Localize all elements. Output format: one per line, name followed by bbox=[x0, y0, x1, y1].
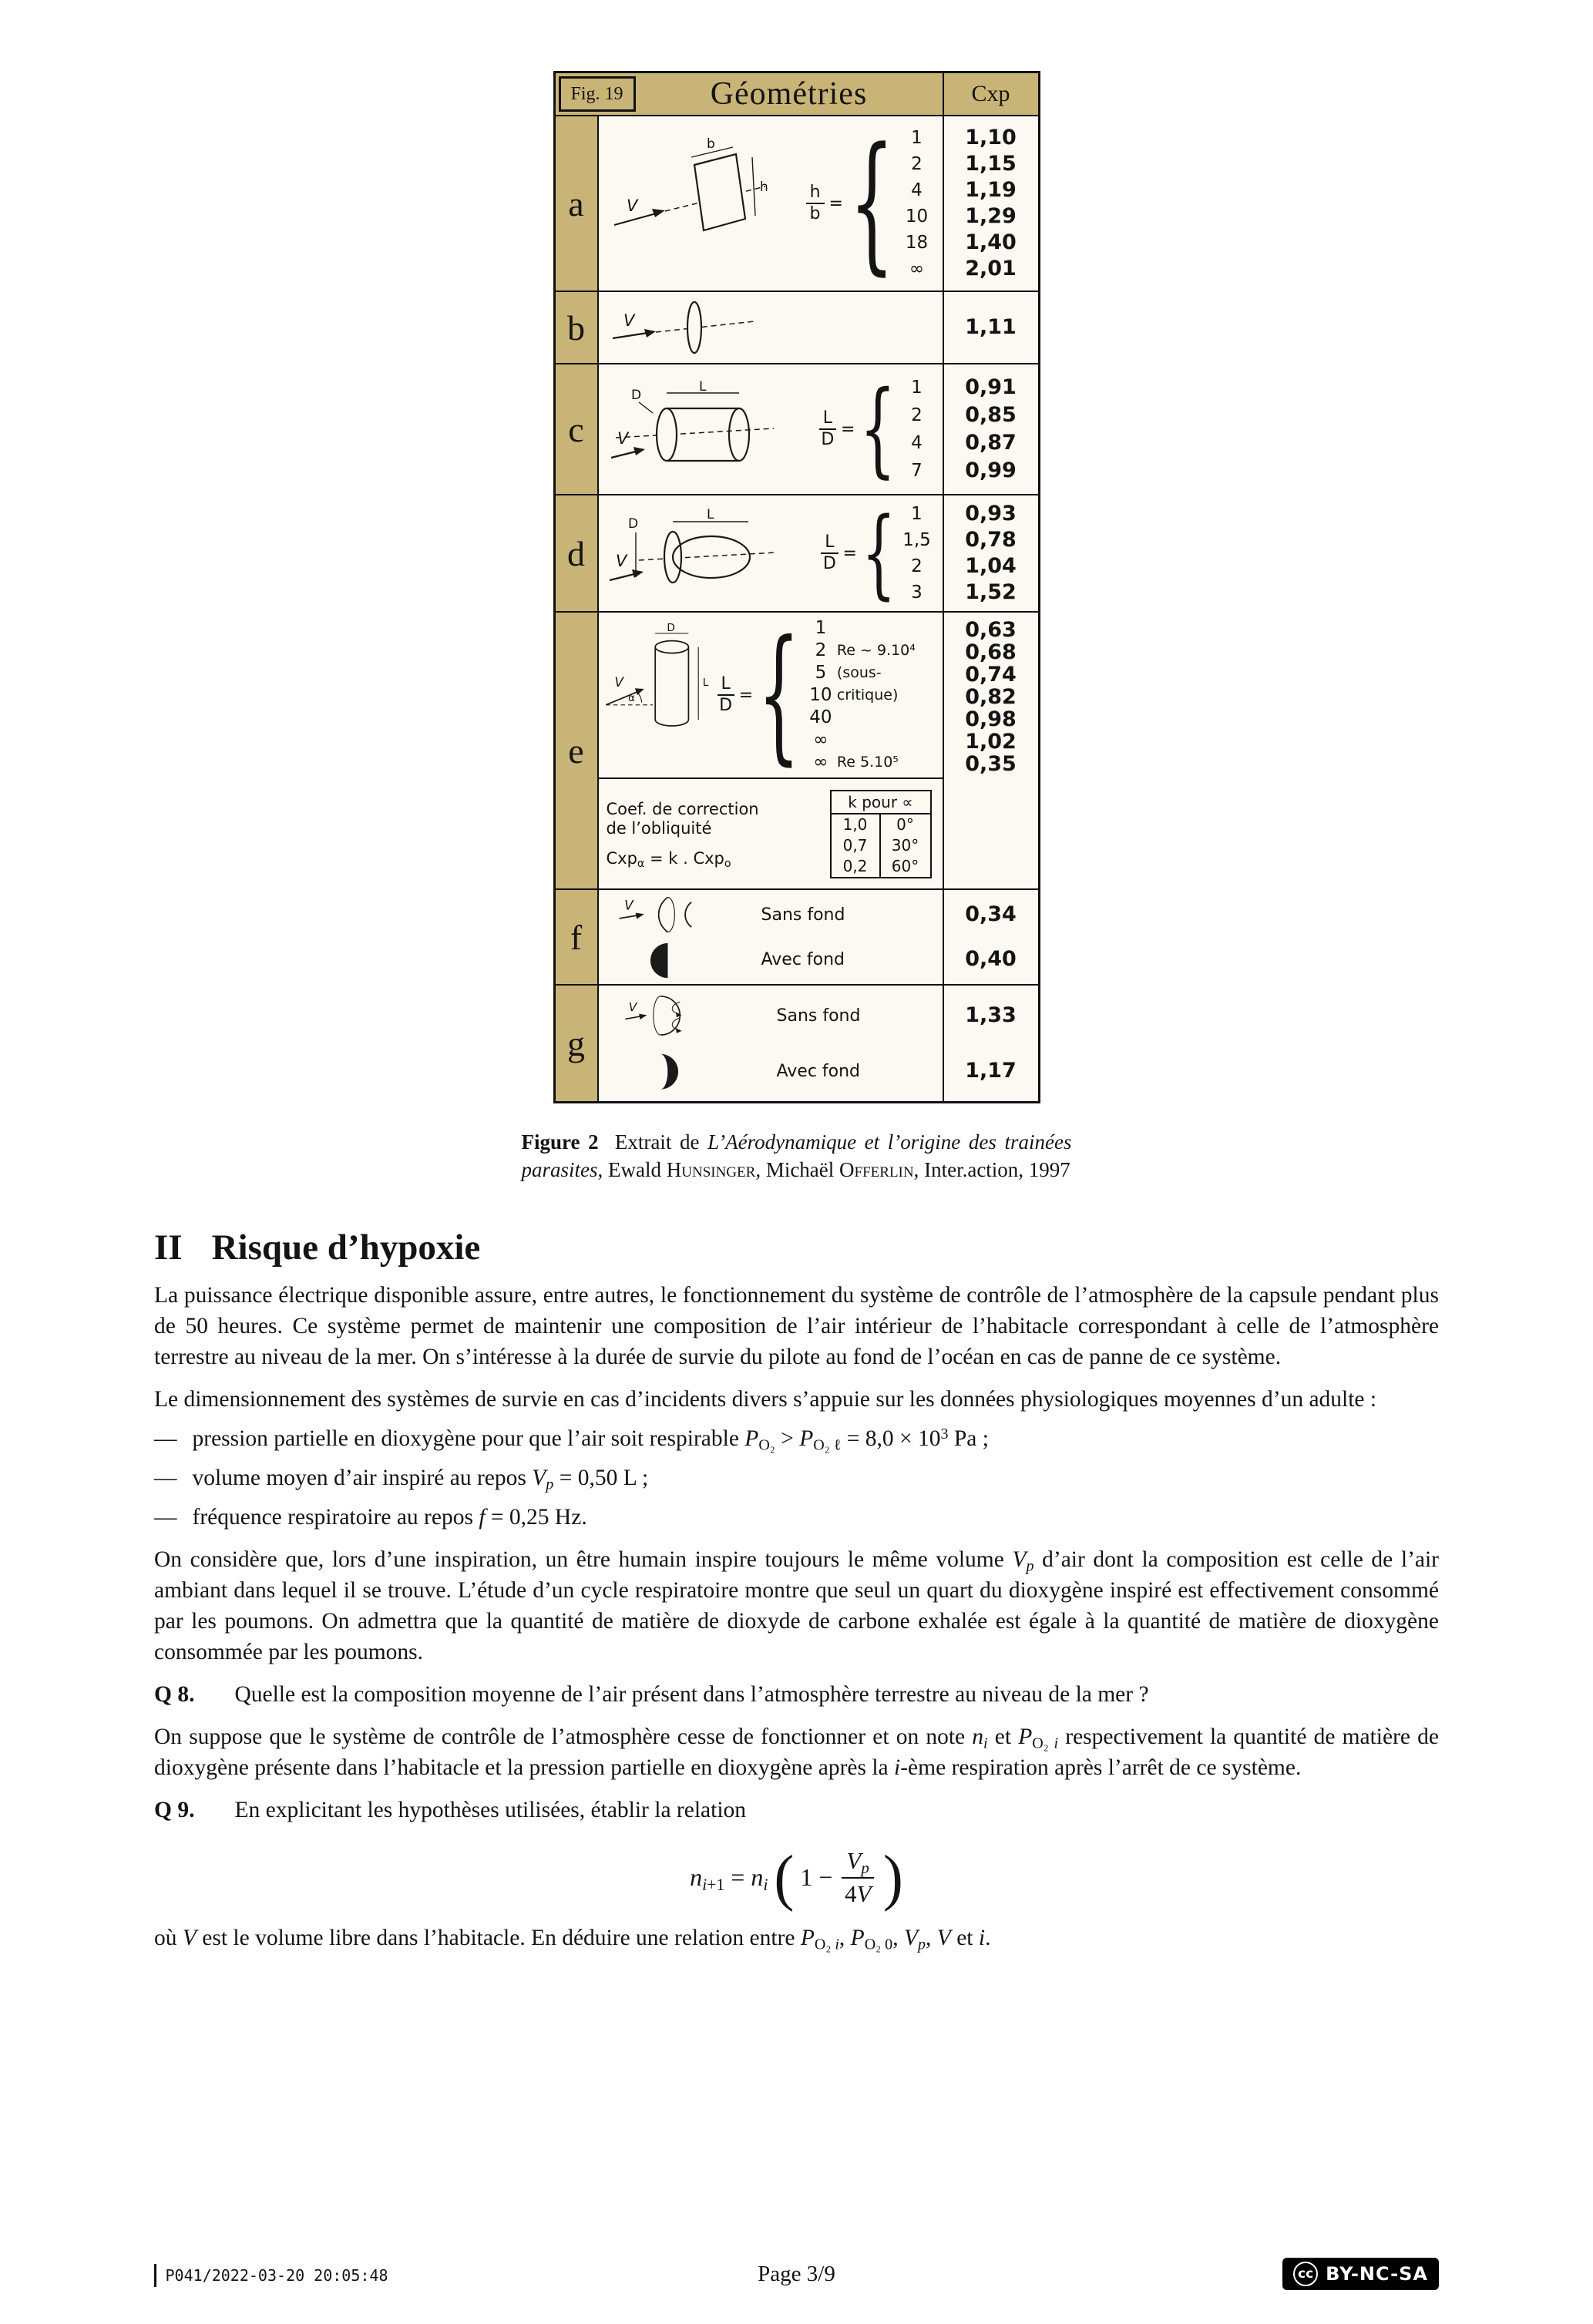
k-table-row: 0,2 60° bbox=[832, 856, 930, 877]
re-note-line: Re 5.10⁵ bbox=[836, 753, 899, 771]
re-note-line: (sous- bbox=[836, 663, 882, 681]
timestamp-block bbox=[154, 2264, 388, 2287]
svg-text:V: V bbox=[613, 673, 623, 690]
k-table-row: 1,0 0° bbox=[832, 814, 930, 835]
geometries-figure bbox=[553, 71, 1040, 1103]
section-number: II bbox=[154, 1227, 183, 1268]
ratio-value: ∞ bbox=[909, 259, 925, 279]
equation-lhs: $n_{i+1} = n_i$ bbox=[690, 1862, 768, 1894]
row-letter: c bbox=[556, 364, 599, 494]
row-f-content bbox=[599, 890, 943, 984]
left-paren: ( bbox=[774, 1841, 795, 1913]
figure-row-f bbox=[556, 888, 1038, 984]
row-letter: d bbox=[556, 495, 599, 611]
figure-row-b bbox=[556, 290, 1038, 363]
bullet-item bbox=[154, 1423, 1439, 1454]
bullet-text: fréquence respiratoire au repos f = 0,25 Hz. bbox=[192, 1505, 587, 1530]
correction-line: Coef. de correction bbox=[606, 799, 759, 818]
paragraph-5: où V est le volume libre dans l’habitacle. En déduire une relation entre $P_{O_2 i}$, $P_{O_2 0}$, $V_p$, V et i. bbox=[154, 1926, 991, 1953]
cxp-value: 0,85 bbox=[965, 403, 1017, 427]
brace: { bbox=[758, 610, 800, 780]
row-letter: b bbox=[556, 292, 599, 363]
re-note-line bbox=[837, 729, 949, 751]
ratio-value: 1 bbox=[911, 128, 923, 148]
row-d-content bbox=[599, 495, 943, 611]
ratio-value: 18 bbox=[905, 233, 929, 253]
ratio-value: ∞ bbox=[813, 729, 828, 750]
svg-text:D: D bbox=[666, 621, 675, 634]
section-heading bbox=[154, 1227, 1439, 1268]
ratio-value: 5 bbox=[815, 662, 827, 683]
figure-row-d bbox=[556, 494, 1038, 611]
hemisphere-convex-sketch bbox=[607, 892, 726, 937]
svg-text:α: α bbox=[627, 692, 635, 704]
k-table-header: k pour ∝ bbox=[832, 791, 930, 814]
page-number: Page 3/9 bbox=[758, 2262, 835, 2286]
bullet-item bbox=[154, 1463, 1439, 1493]
k-table-row: 0,7 30° bbox=[832, 835, 930, 856]
reynolds-notes bbox=[837, 617, 949, 774]
ratio-values bbox=[901, 374, 933, 485]
cxp-value: 1,52 bbox=[965, 580, 1017, 604]
cxp-value: 0,40 bbox=[965, 947, 1017, 971]
ellipsoid-sketch bbox=[608, 506, 781, 598]
footer-mark bbox=[154, 2264, 156, 2287]
row-letter: a bbox=[556, 116, 599, 290]
page-footer bbox=[154, 2252, 1439, 2292]
cxp-value: 1,29 bbox=[965, 204, 1017, 228]
license-badge bbox=[1282, 2258, 1439, 2290]
figure-row-e bbox=[556, 611, 1038, 888]
hemisphere-concave-sketch bbox=[607, 992, 741, 1039]
ratio-value: 4 bbox=[911, 433, 923, 453]
figure-header bbox=[556, 73, 1038, 115]
cxp-value: 0,98 bbox=[965, 707, 1017, 731]
question-8 bbox=[154, 1679, 1439, 1710]
ratio-value: 2 bbox=[911, 154, 923, 174]
variant-label: Avec fond bbox=[776, 1061, 861, 1081]
figure-caption: Figure 2 Extrait de L’Aérodynamique et l’origine des trainées parasites, Ewald Hunsinger, Michaël Offerlin, Inter.action, 1997 bbox=[521, 1130, 1072, 1181]
obliquity-correction bbox=[599, 777, 943, 888]
recurrence-equation bbox=[154, 1841, 1439, 1913]
bullet-dash: — bbox=[154, 1466, 177, 1490]
question-9-text: En explicitant les hypothèses utilisées, établir la relation bbox=[234, 1798, 747, 1822]
ratio-value: 40 bbox=[809, 707, 832, 727]
correction-line: de l’obliquité bbox=[606, 818, 712, 838]
variant-label: Sans fond bbox=[776, 1006, 861, 1026]
cxp-values-e bbox=[943, 613, 1038, 888]
cxp-value: 0,91 bbox=[965, 375, 1017, 399]
brace: { bbox=[859, 369, 896, 489]
figure-row-c bbox=[556, 363, 1038, 494]
cxp-value: 0,74 bbox=[965, 663, 1017, 687]
ratio-value: 1,5 bbox=[902, 530, 931, 550]
cxp-value: 0,68 bbox=[965, 640, 1017, 664]
brace: { bbox=[849, 116, 895, 290]
ratio-values bbox=[805, 617, 837, 774]
cxp-value: 0,82 bbox=[965, 685, 1017, 709]
cxp-value: 1,10 bbox=[965, 126, 1017, 149]
bullet-item bbox=[154, 1502, 1439, 1533]
row-a-content bbox=[599, 116, 943, 290]
cxp-values-b bbox=[943, 292, 1038, 363]
equation-inner: 1 − bbox=[800, 1862, 833, 1891]
crescent-closed-sketch bbox=[607, 1047, 741, 1095]
cxp-value: 0,63 bbox=[965, 618, 1017, 642]
cxp-value: 0,99 bbox=[965, 458, 1017, 482]
disc-sketch bbox=[608, 292, 762, 363]
re-note-line: critique) bbox=[836, 686, 899, 704]
ratio-value: 1 bbox=[911, 504, 923, 524]
cxp-value: 1,11 bbox=[965, 315, 1017, 339]
question-8-text: Quelle est la composition moyenne de l’air présent dans l’atmosphère terrestre au niveau de la mer ? bbox=[234, 1682, 1149, 1707]
question-8-label: Q 8. bbox=[154, 1682, 195, 1707]
row-c-content bbox=[599, 364, 943, 494]
section-title: Risque d’hypoxie bbox=[211, 1227, 481, 1268]
flat-plate-sketch bbox=[608, 137, 774, 270]
cylinder-transverse-sketch bbox=[603, 621, 718, 769]
ratio-value: ∞ bbox=[813, 751, 828, 772]
cxp-values-f bbox=[943, 890, 1038, 984]
row-g-content bbox=[599, 986, 943, 1101]
ratio-value: 1 bbox=[911, 378, 923, 398]
ratio-value: 10 bbox=[905, 207, 929, 227]
variant-label: Sans fond bbox=[761, 905, 845, 925]
cxp-values-d bbox=[943, 495, 1038, 611]
cxp-value: 1,02 bbox=[965, 730, 1017, 754]
brace: { bbox=[861, 496, 896, 610]
cxp-value: 1,17 bbox=[965, 1059, 1017, 1083]
svg-text:V: V bbox=[623, 311, 634, 330]
right-paren: ) bbox=[882, 1841, 903, 1913]
cxp-value: 2,01 bbox=[965, 257, 1017, 280]
cxp-values-a bbox=[943, 116, 1038, 290]
svg-text:h: h bbox=[759, 180, 768, 195]
correction-formula: Cxp$_\alpha$ = k . Cxp$_o$ bbox=[606, 848, 731, 870]
ratio-value: 2 bbox=[911, 556, 923, 576]
variant-line bbox=[607, 988, 935, 1043]
ratio-value: 7 bbox=[911, 461, 923, 481]
variant-label: Avec fond bbox=[761, 949, 845, 969]
main-text bbox=[0, 1227, 1593, 1953]
row-e-sketch-zone bbox=[599, 610, 943, 780]
row-letter: g bbox=[556, 986, 599, 1101]
re-note-line bbox=[837, 707, 949, 729]
variant-line bbox=[607, 937, 935, 982]
cxp-value: 0,78 bbox=[965, 528, 1017, 552]
ratio-a: $\frac{h}{b}$ = { 1 2 4 10 18 ∞ bbox=[806, 125, 933, 282]
cxp-values-g bbox=[943, 986, 1038, 1101]
row-letter: e bbox=[556, 613, 599, 888]
question-9 bbox=[154, 1795, 1439, 1825]
cxp-column-header: Cxp bbox=[943, 73, 1038, 115]
ratio-value: 4 bbox=[911, 180, 923, 200]
bullet-text: pression partielle en dioxygène pour que l’air soit respirable $P_{O_2} > P_{O_2 \ell} = 8,0 \times 10^3$ Pa ; bbox=[192, 1425, 989, 1454]
svg-text:V: V bbox=[628, 1000, 637, 1015]
figure-number-box: Fig. 19 bbox=[559, 76, 636, 112]
figure-row-a bbox=[556, 115, 1038, 290]
k-correction-table bbox=[830, 790, 932, 878]
ratio-value: 10 bbox=[809, 684, 832, 705]
cxp-value: 1,15 bbox=[965, 152, 1017, 176]
cxp-value: 0,87 bbox=[965, 431, 1017, 455]
cxp-value: 1,19 bbox=[965, 178, 1017, 202]
ratio-d: $\frac{L}{D}$ = { 1 1,5 2 3 bbox=[821, 501, 933, 606]
svg-text:V: V bbox=[617, 429, 628, 448]
paragraph-3: On considère que, lors d’une inspiration, un être humain inspire toujours le même volume $V_p$ d’air dont la composition est celle de l’air ambiant dans lequel il se trouve. L’étude d’un cycle respiratoire montre que seul un quart du dioxygène inspiré est effectivement consommé par les poumons. On admettra que la quantité de matière de dioxyde de carbone exhalée est égale à la quantité de matière de dioxygène consommée par les poumons. bbox=[154, 1547, 1440, 1664]
re-note-line: Re ~ 9.10⁴ bbox=[836, 641, 916, 659]
paragraph-4: On suppose que le système de contrôle de l’atmosphère cesse de fonctionner et on note $n_i$ et $P_{O_2 i}$ respectivement la quantité de matière de dioxygène présente dans l’habitacle et la pression partielle en dioxygène après la i-ème respiration après l’arrêt de ce système. bbox=[154, 1725, 1440, 1780]
cxp-value: 0,93 bbox=[965, 502, 1017, 526]
ratio-value: 2 bbox=[815, 640, 827, 660]
cxp-value: 1,33 bbox=[965, 1003, 1017, 1027]
ratio-values bbox=[901, 501, 933, 606]
cxp-value: 1,40 bbox=[965, 230, 1017, 254]
variant-line bbox=[607, 892, 935, 937]
bullet-dash: — bbox=[154, 1505, 177, 1530]
bullet-text: volume moyen d’air inspiré au repos $V_p = 0,50$ L ; bbox=[192, 1466, 649, 1493]
row-b-content bbox=[599, 292, 943, 363]
cxp-value: 0,34 bbox=[965, 902, 1017, 926]
ratio-values bbox=[901, 125, 933, 282]
cxp-value: 1,04 bbox=[965, 554, 1017, 578]
paragraph-1: La puissance électrique disponible assure, entre autres, le fonctionnement du système de contrôle de l’atmosphère de la capsule pendant plus de 50 heures. Ce système permet de maintenir une composition de l’air intérieur de l’habitacle correspondant à celle de l’atmosphère terrestre au niveau de la mer. On s’intéresse à la durée de survie du pilote au fond de l’océan en cas de panne de ce système. bbox=[154, 1283, 1439, 1369]
svg-text:V: V bbox=[623, 897, 634, 913]
correction-text bbox=[607, 800, 759, 868]
cxp-values-c bbox=[943, 364, 1038, 494]
svg-text:V: V bbox=[615, 551, 627, 570]
license-label: BY-NC-SA bbox=[1326, 2263, 1428, 2285]
cylinder-axial-sketch bbox=[608, 379, 781, 476]
ratio-value: 3 bbox=[911, 583, 923, 603]
document-page bbox=[0, 71, 1593, 2324]
cxp-value: 0,35 bbox=[965, 752, 1017, 776]
hemisphere-closed-sketch bbox=[607, 937, 726, 982]
paragraph-2: Le dimensionnement des systèmes de survie en cas d’incidents divers s’appuie sur les données physiologiques moyennes d’un adulte : bbox=[154, 1387, 1377, 1412]
figure-title: Géométries bbox=[710, 76, 868, 112]
re-note-line bbox=[837, 617, 949, 640]
cc-icon: cc bbox=[1293, 2262, 1318, 2286]
variant-line bbox=[607, 1043, 935, 1099]
ratio-e: $\frac{L}{D}$ = { 1 2 5 10 40 ∞ ∞ bbox=[718, 617, 837, 774]
bullet-dash: — bbox=[154, 1426, 177, 1451]
equation-fraction: $\frac{V_p}{4V}$ bbox=[842, 1847, 873, 1907]
svg-text:b: b bbox=[706, 136, 715, 152]
ratio-value: 2 bbox=[911, 405, 923, 425]
ratio-value: 1 bbox=[815, 617, 827, 638]
svg-text:D: D bbox=[627, 516, 638, 532]
svg-text:L: L bbox=[706, 506, 714, 522]
document-timestamp: P041/2022-03-20 20:05:48 bbox=[165, 2266, 388, 2285]
figure-row-g bbox=[556, 984, 1038, 1101]
svg-text:L: L bbox=[698, 379, 706, 395]
row-e-content bbox=[599, 610, 943, 888]
row-letter: f bbox=[556, 890, 599, 984]
ratio-c: $\frac{L}{D}$ = { 1 2 4 7 bbox=[819, 374, 933, 485]
svg-text:V: V bbox=[626, 196, 637, 215]
svg-text:D: D bbox=[630, 388, 641, 403]
svg-text:L: L bbox=[702, 677, 708, 689]
question-9-label: Q 9. bbox=[154, 1798, 195, 1822]
